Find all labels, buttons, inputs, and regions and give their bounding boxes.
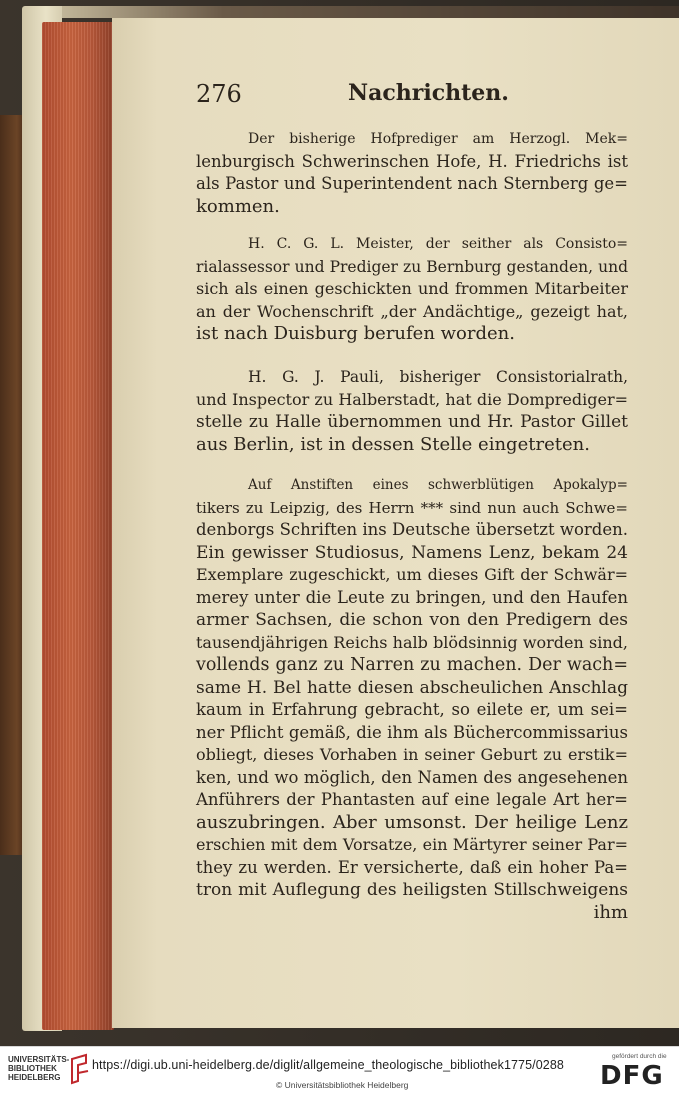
text-line: tikers zu Leipzig, des Herrn *** sind nun auch Schwe= — [196, 498, 628, 517]
text-line: tron mit Auflegung des heiligsten Stillschweigens — [196, 880, 628, 900]
viewer-footer — [0, 1046, 679, 1098]
text-line: auszubringen. Aber umsonst. Der heilige Lenz — [196, 811, 628, 833]
text-line: ist nach Duisburg berufen worden. — [196, 323, 515, 344]
copyright-notice: © Universitätsbibliothek Heidelberg — [276, 1080, 409, 1090]
page-header — [196, 80, 656, 110]
library-name: UNIVERSITÄTS- BIBLIOTHEK HEIDELBERG — [8, 1055, 70, 1082]
text-line: merey unter die Leute zu bringen, und den Haufen — [196, 587, 628, 607]
text-line: rialassessor und Prediger zu Bernburg gestanden, und — [196, 257, 628, 276]
text-line: H. G. J. Pauli, bisheriger Consistorialrath, — [248, 368, 628, 386]
paragraph-2 — [196, 233, 628, 346]
text-line: same H. Bel hatte diesen abscheulichen Anschlag — [196, 677, 628, 698]
funder-label: gefördert durch die — [612, 1053, 667, 1060]
text-line: kommen. — [196, 195, 280, 217]
text-line: obliegt, dieses Vorhaben in seiner Geburt zu erstik= — [196, 745, 628, 764]
text-line: Ein gewisser Studiosus, Namens Lenz, bekam 24 — [196, 542, 628, 563]
text-line: ner Pflicht gemäß, die ihm als Büchercommissarius — [196, 722, 628, 742]
book-top-edge — [28, 6, 679, 18]
paragraph-3 — [196, 366, 628, 456]
text-line: erschien mit dem Vorsatze, ein Märtyrer seiner Par= — [196, 835, 628, 854]
page-number: 276 — [196, 80, 242, 108]
text-line: stelle zu Halle übernommen und Hr. Pastor Gillet — [196, 412, 628, 432]
text-line: kaum in Erfahrung gebracht, so eilete er, um sei= — [196, 700, 628, 719]
text-line: vollends ganz zu Narren zu machen. Der wach= — [196, 655, 628, 675]
text-line: H. C. G. L. Meister, der seither als Consisto= — [248, 236, 628, 252]
text-line: denborgs Schriften ins Deutsche übersetzt worden. — [196, 520, 628, 539]
dfg-logo: DFG — [600, 1061, 664, 1091]
text-line: aus Berlin, ist in dessen Stelle eingetreten. — [196, 433, 590, 455]
text-line: Anführers der Phantasten auf eine legale Art her= — [196, 790, 628, 809]
text-line: ken, und wo möglich, den Namen des angesehenen — [196, 767, 628, 787]
text-line: they zu werden. Er versicherte, daß ein hoher Pa= — [196, 857, 628, 877]
text-line: sich als einen geschickten und frommen Mitarbeiter — [196, 279, 628, 298]
text-line: Exemplare zugeschickt, um dieses Gift der Schwär= — [196, 565, 628, 584]
permalink-url[interactable]: https://digi.ub.uni-heidelberg.de/diglit/allgemeine_theologische_bibliothek1775/0288 — [92, 1058, 564, 1072]
text-line: lenburgisch Schwerinschen Hofe, H. Friedrichs ist — [196, 151, 628, 171]
catchword: ihm — [593, 901, 628, 923]
paragraph-1 — [196, 128, 628, 218]
red-page-edges — [42, 22, 114, 1030]
text-line: und Inspector zu Halberstadt, hat die Domprediger= — [196, 389, 628, 409]
text-line: Der bisherige Hofprediger am Herzogl. Mek= — [248, 131, 628, 147]
text-line: armer Sachsen, die schon von den Predigern des — [196, 610, 628, 630]
running-head: Nachrichten. — [348, 80, 509, 106]
text-line: tausendjährigen Reichs halb blödsinnig worden sind, — [196, 632, 628, 652]
text-line: als Pastor und Superintendent nach Sternberg ge= — [196, 174, 628, 193]
paragraph-4 — [196, 474, 628, 924]
library-logo-icon — [68, 1053, 92, 1087]
text-line: Auf Anstiften eines schwerblütigen Apokalyp= — [248, 477, 628, 493]
text-line: an der Wochenschrift „der Andächtige„ gezeigt hat, — [196, 301, 628, 321]
